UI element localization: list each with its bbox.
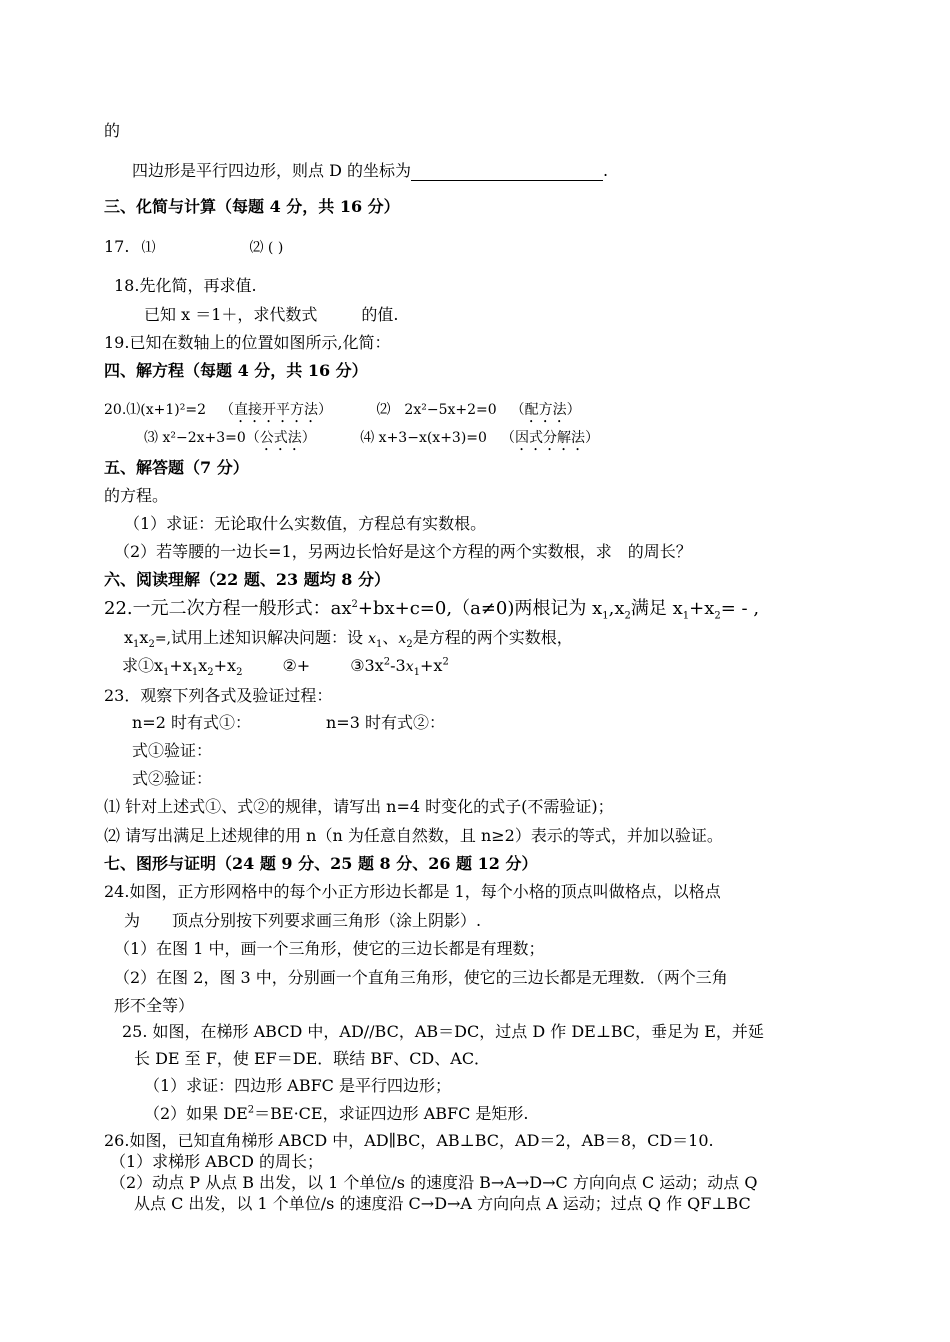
question-24-line1: 24.如图，正方形网格中的每个小正方形边长都是 1，每个小格的顶点叫做格点，以格点 — [104, 882, 721, 901]
section-heading: 四、解方程（每题 4 分，共 16 分） — [104, 361, 368, 380]
answer-blank[interactable] — [411, 164, 603, 181]
text-line: 的 — [104, 121, 121, 140]
question-22-line1: 22.一元二次方程一般形式：$ax^2+bx+c=0,(a\ne 0)$两根记为 $x_1,x_2$满足 $x_1+x_2=$ - , — [104, 598, 760, 622]
question-23-formula2: n=3 时有式②： — [326, 713, 445, 732]
question-25-line1: 25. 如图，在梯形 ABCD 中，AD//BC，AB＝DC，过点 D 作 DE⊥BC，垂足为 E，并延 — [122, 1022, 764, 1041]
question-23-verify1: 式①验证： — [132, 741, 213, 760]
question-23-formula1: n=2 时有式①： — [132, 713, 251, 732]
question-22-line3: 求$①x_1+x_1x_2+x_2$ ②+ $③3x^2-3x_1+x^2$ — [122, 656, 449, 679]
section-heading: 六、阅读理解（22 题、23 题均 8 分） — [104, 570, 390, 589]
question-18-title: 18.先化简，再求值. — [114, 276, 257, 295]
question-24-part1: （1）在图 1 中，画一个三角形，使它的三边长都是有理数； — [114, 939, 545, 958]
section-heading: 三、化简与计算（每题 4 分，共 16 分） — [104, 197, 400, 216]
question-21-part1: （1）求证：无论取什么实数值，方程总有实数根。 — [124, 514, 487, 533]
question-21-part2: （2）若等腰的一边长=1，另两边长恰好是这个方程的两个实数根，求 的周长？ — [114, 542, 692, 561]
question-17: 17. ⑴ ⑵ ( ) — [104, 237, 284, 256]
question-23-part1: ⑴ 针对上述式①、式②的规律，请写出 n=4 时变化的式子(不需验证)； — [104, 797, 614, 816]
question-26-part1: （1）求梯形 ABCD 的周长； — [110, 1152, 324, 1171]
question-24-line2: 为 顶点分别按下列要求画三角形（涂上阴影）. — [124, 911, 482, 930]
fill-in-line: 四边形是平行四边形，则点 D 的坐标为 . — [132, 161, 609, 180]
question-24-part2: （2）在图 2，图 3 中，分别画一个直角三角形，使它的三边长都是无理数．（两个三角 — [114, 968, 728, 987]
question-20-row1: 20.⑴(x+1)²=2 （直接开平方法） ⑵ 2x²−5x+2=0 （配方法） — [104, 402, 581, 418]
question-23-title: 23．观察下列各式及验证过程： — [104, 686, 333, 705]
question-25-part1: （1）求证：四边形 ABFC 是平行四边形； — [144, 1076, 452, 1095]
question-22-line2: $x_1x_2=$,试用上述知识解决问题：设 $x_1$、$x_2$是方程的两个实数根， — [124, 628, 573, 651]
question-20-row2: ⑶ x²−2x+3=0（公式法） ⑷ x+3−x(x+3)=0 （因式分解法） — [144, 430, 599, 446]
question-25-part2: （2）如果 $DE^2=BE\cdot CE$，求证四边形 ABFC 是矩形. — [144, 1104, 529, 1123]
question-18-body: 已知 x ＝1＋，求代数式 的值. — [144, 305, 399, 324]
section-heading: 七、图形与证明（24 题 9 分、25 题 8 分、26 题 12 分） — [104, 854, 538, 873]
question-19: 19.已知在数轴上的位置如图所示,化简： — [104, 333, 391, 352]
question-26-part2-cont: 从点 C 出发，以 1 个单位/s 的速度沿 C→D→A 方向向点 A 运动；过点 Q 作 QF⊥BC — [134, 1194, 751, 1213]
question-26-part2: （2）动点 P 从点 B 出发，以 1 个单位/s 的速度沿 B→A→D→C 方向向点 C 运动；动点 Q — [110, 1173, 758, 1192]
question-25-line2: 长 DE 至 F，使 EF＝DE．联结 BF、CD、AC． — [134, 1049, 491, 1068]
section-heading: 五、解答题（7 分） — [104, 458, 249, 477]
question-23-verify2: 式②验证： — [132, 769, 213, 788]
question-26-stem: 26.如图，已知直角梯形 ABCD 中，AD∥BC，AB⊥BC，AD＝2，AB＝8，CD＝10. — [104, 1131, 714, 1150]
question-23-part2: ⑵ 请写出满足上述规律的用 n（n 为任意自然数，且 n≥2）表示的等式，并加以验证。 — [104, 826, 723, 845]
question-24-part2-cont: 形不全等） — [114, 996, 195, 1015]
question-21-stem: 的方程。 — [104, 486, 169, 505]
